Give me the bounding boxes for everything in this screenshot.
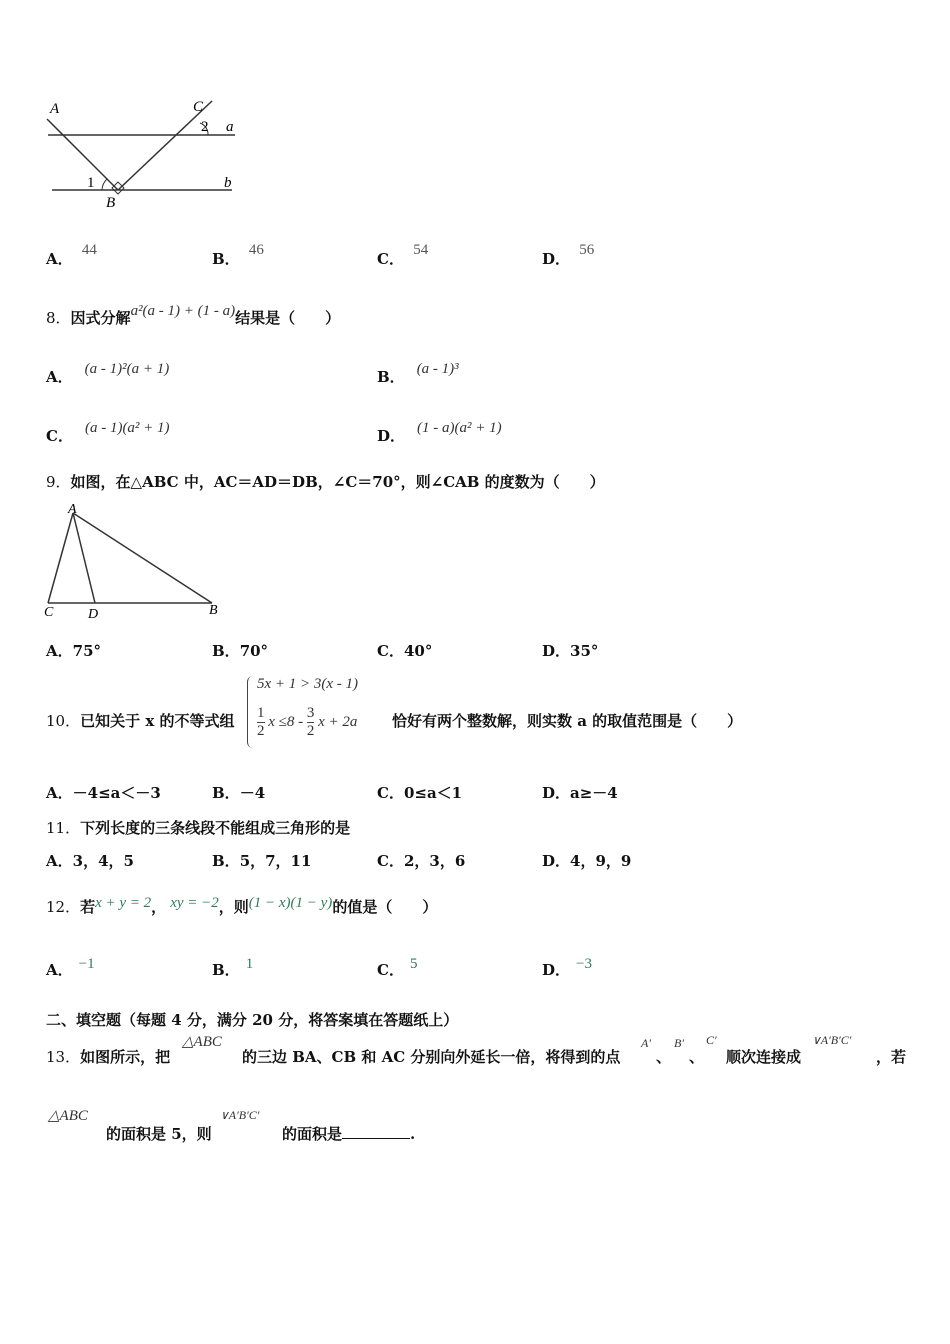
q8-option-b: B． (a - 1)³ xyxy=(377,361,459,386)
q7-option-d: D． 56 xyxy=(542,242,595,268)
q7-label-A: A xyxy=(50,101,60,117)
q13-sep-2: 、 xyxy=(689,1048,705,1066)
q7-option-b: B． 46 xyxy=(212,242,264,268)
q11-option-b: B．5，7，11 xyxy=(212,852,312,870)
q9-figure xyxy=(40,500,230,622)
section-2-title: 二、填空题（每题 4 分，满分 20 分，将答案填在答题纸上） xyxy=(46,1011,459,1029)
q13-line2-b: 的面积是 . xyxy=(282,1125,416,1143)
q9-label-A: A xyxy=(68,502,77,517)
q13-triangle-abc: △ABC xyxy=(182,1034,222,1050)
q7-label-C: C xyxy=(193,99,204,115)
q10-option-c: C．0≤a＜1 xyxy=(377,784,463,802)
q13-triangle-prime-2: ∨A′B′C′ xyxy=(220,1108,260,1122)
q13-point-c-prime: C′ xyxy=(706,1033,717,1047)
q10-ineq1: 5x + 1 > 3(x - 1) xyxy=(257,676,359,692)
q10-stem-post: 恰好有两个整数解，则实数 a 的取值范围是（ ） xyxy=(392,712,743,730)
q7-label-angle1: 1 xyxy=(87,175,95,191)
q12-option-a: A． −1 xyxy=(46,956,95,979)
q10-ineq2: $\frac{1}{2}$ x ≤8 - $\frac{3}{2}$ x + 2a xyxy=(257,705,358,739)
q9-option-a: A．75° xyxy=(46,642,102,660)
q9-label-B: B xyxy=(209,603,218,618)
q11-option-d: D．4，9，9 xyxy=(542,852,632,870)
q12-option-d: D． −3 xyxy=(542,956,592,979)
q7-label-a: a xyxy=(226,119,234,135)
q7-figure xyxy=(40,95,250,213)
q13-answer-blank[interactable] xyxy=(342,1124,410,1139)
q7-option-a: A． 44 xyxy=(46,242,97,268)
q7-option-c: C． 54 xyxy=(377,242,429,268)
q9-option-d: D．35° xyxy=(542,642,599,660)
q10-system-brace xyxy=(247,676,254,748)
q10-option-d: D．a≥－4 xyxy=(542,784,618,802)
q13-line1-d: ，若 xyxy=(876,1048,907,1066)
q10-option-b: B．－4 xyxy=(212,784,266,802)
q13-line1: 13．如图所示，把 xyxy=(46,1048,171,1066)
q9-stem: 9．如图，在△ABC 中，AC＝AD＝DB，∠C＝70°，则∠CAB 的度数为（ ） xyxy=(46,473,605,491)
q8-option-c: C． (a - 1)(a² + 1) xyxy=(46,420,170,445)
q11-option-a: A．3，4，5 xyxy=(46,852,134,870)
q12-option-b: B． 1 xyxy=(212,956,254,979)
q8-stem: 8．因式分解a²(a - 1) + (1 - a)结果是（ ） xyxy=(46,303,341,327)
q7-label-b: b xyxy=(224,175,232,191)
q10-option-a: A．－4≤a＜－3 xyxy=(46,784,161,802)
q11-option-c: C．2，3，6 xyxy=(377,852,466,870)
q10-stem-pre: 10．已知关于 x 的不等式组 xyxy=(46,712,235,730)
q13-line2: 的面积是 5，则 xyxy=(106,1125,212,1143)
q7-label-angle2: 2 xyxy=(201,119,209,135)
q13-triangle-abc-2: △ABC xyxy=(48,1108,88,1124)
q13-line1-b: 的三边 BA、CB 和 AC 分别向外延长一倍，将得到的点 xyxy=(242,1048,621,1066)
q13-sep-1: 、 xyxy=(656,1048,672,1066)
q9-option-c: C．40° xyxy=(377,642,433,660)
q7-label-B: B xyxy=(106,195,116,211)
q13-point-a-prime: A′ xyxy=(641,1036,651,1050)
q12-stem: 12．若x + y = 2， xy = −2，则(1 − x)(1 − y)的值是（ ） xyxy=(46,895,438,916)
q8-option-a: A． (a - 1)²(a + 1) xyxy=(46,361,170,386)
q12-option-c: C． 5 xyxy=(377,956,418,979)
q13-point-b-prime: B′ xyxy=(674,1036,684,1050)
q9-option-b: B．70° xyxy=(212,642,269,660)
q11-stem: 11．下列长度的三条线段不能组成三角形的是 xyxy=(46,819,351,837)
q13-line1-c: 顺次连接成 xyxy=(726,1048,802,1066)
q8-option-d: D． (1 - a)(a² + 1) xyxy=(377,420,502,445)
q9-label-D: D xyxy=(88,607,99,622)
q13-triangle-prime: ∨A′B′C′ xyxy=(812,1033,852,1047)
q9-label-C: C xyxy=(44,605,54,620)
